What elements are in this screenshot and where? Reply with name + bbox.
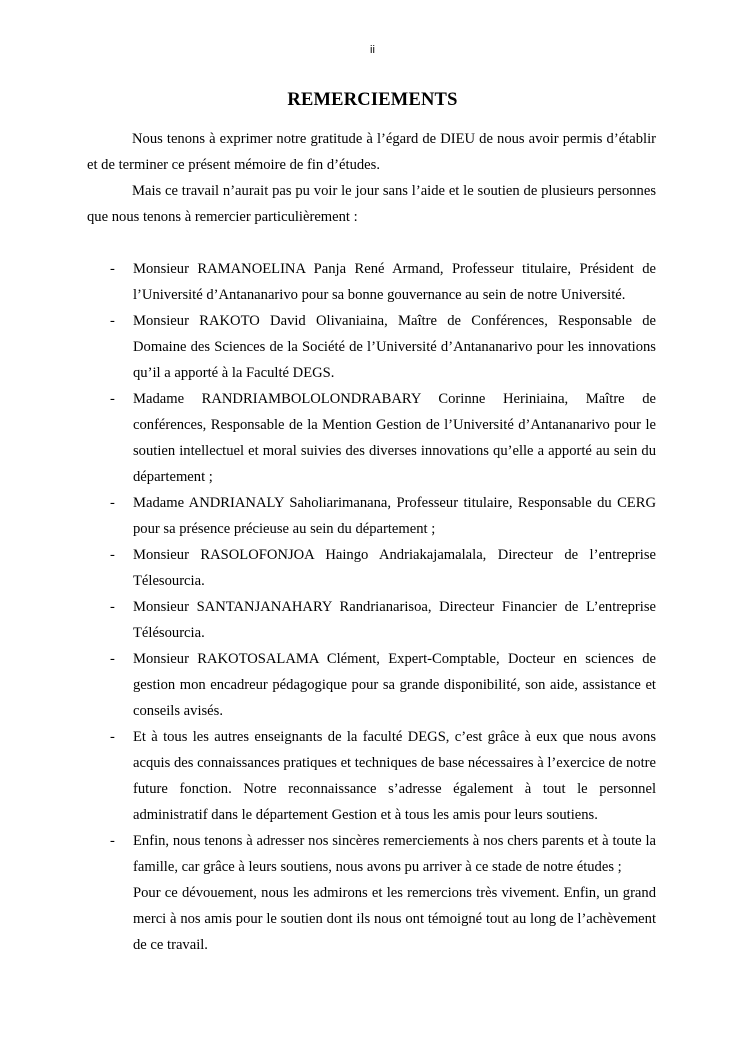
list-item-text: Et à tous les autres enseignants de la faculté DEGS, c’est grâce à eux que nous avons acquis des connaissances pratiques et techniques de base nécessaires à l’exercice de notre future fonction. Notre reconnaissance s’adresse également à tout le personnel administratif dans le département Gestion et à tous les amis pour leurs soutiens. [133, 729, 656, 823]
acknowledgement-list [87, 256, 656, 958]
list-item-text: Monsieur SANTANJANAHARY Randrianarisoa, Directeur Financier de L’entreprise Télésourcia. [133, 599, 656, 641]
list-item [87, 308, 656, 386]
bullet-dash: - [110, 495, 115, 511]
list-item-text: Monsieur RAKOTOSALAMA Clément, Expert-Comptable, Docteur en sciences de gestion mon encadreur pédagogique pour sa grande disponibilité, son aide, assistance et conseils avisés. [133, 651, 656, 719]
list-item [87, 542, 656, 594]
list-item [87, 724, 656, 828]
list-item [87, 828, 656, 958]
list-item [87, 256, 656, 308]
bullet-dash: - [110, 391, 115, 407]
closing-text: Pour ce dévouement, nous les admirons et les remercions très vivement. Enfin, un grand merci à nos amis pour le soutien dont ils nous ont témoigné tout au long de l’achèvement de ce travail. [133, 885, 656, 953]
bullet-dash: - [110, 833, 115, 849]
page-title: REMERCIEMENTS [287, 90, 458, 110]
bullet-dash: - [110, 547, 115, 563]
list-item-text: Monsieur RAMANOELINA Panja René Armand, Professeur titulaire, Président de l’Université d’Antananarivo pour sa bonne gouvernance au sein de notre Université. [133, 261, 656, 303]
page-number: ii [370, 44, 375, 56]
bullet-dash: - [110, 261, 115, 277]
list-item-text: Madame RANDRIAMBOLOLONDRABARY Corinne Heriniaina, Maître de conférences, Responsable de la Mention Gestion de l’Université d’Antananarivo pour le soutien intellectuel et moral suivies des diverses innovations qu’elle a apporté au sein du département ; [133, 391, 656, 485]
intro-paragraph: Nous tenons à exprimer notre gratitude à l’égard de DIEU de nous avoir permis d’établir et de terminer ce présent mémoire de fin d’études. [87, 131, 656, 173]
bullet-dash: - [110, 651, 115, 667]
intro-paragraph: Mais ce travail n’aurait pas pu voir le jour sans l’aide et le soutien de plusieurs personnes que nous tenons à remercier particulièrement : [87, 183, 656, 225]
list-item [87, 646, 656, 724]
list-item-text: Enfin, nous tenons à adresser nos sincères remerciements à nos chers parents et à toute la famille, car grâce à leurs soutiens, nous avons pu arriver à ce stade de notre études ; [133, 833, 656, 875]
bullet-dash: - [110, 729, 115, 745]
list-item [87, 490, 656, 542]
bullet-dash: - [110, 599, 115, 615]
list-item-text: Madame ANDRIANALY Saholiarimanana, Professeur titulaire, Responsable du CERG pour sa présence précieuse au sein du département ; [133, 495, 656, 537]
document-body [87, 126, 656, 958]
bullet-dash: - [110, 313, 115, 329]
list-item [87, 594, 656, 646]
list-item [87, 386, 656, 490]
list-item-text: Monsieur RASOLOFONJOA Haingo Andriakajamalala, Directeur de l’entreprise Télesourcia. [133, 547, 656, 589]
list-item-text: Monsieur RAKOTO David Olivaniaina, Maître de Conférences, Responsable de Domaine des Sciences de la Société de l’Université d’Antananarivo pour les innovations qu’il a apporté à la Faculté DEGS. [133, 313, 656, 381]
